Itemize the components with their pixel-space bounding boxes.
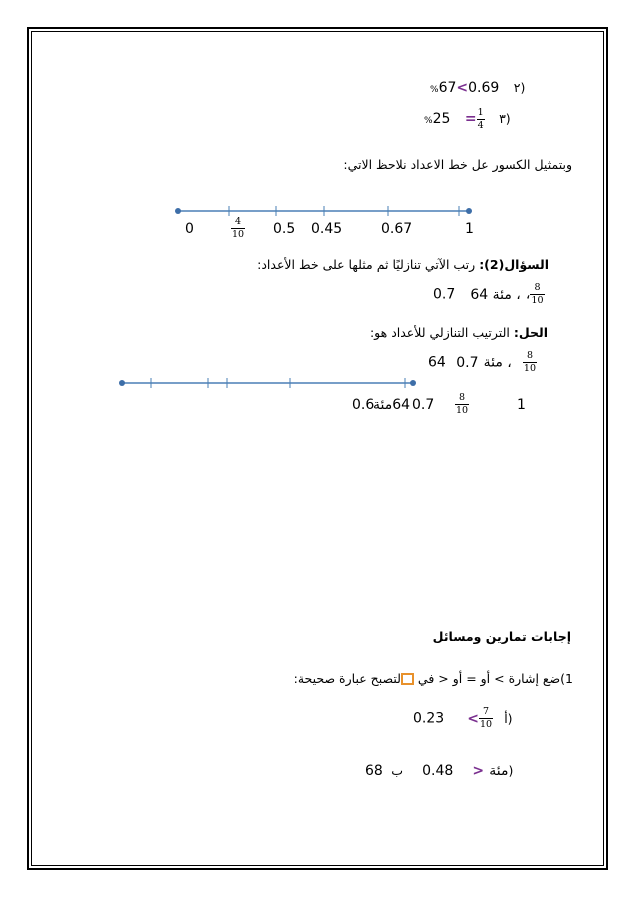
- item-64-hundredths: 64 مئة: [428, 354, 503, 371]
- percent-sign: %: [424, 116, 433, 126]
- question-2-items: 0.7 64 مئة ، ، $\frac{8}{10}$: [433, 282, 544, 306]
- fraction-8-10: $\frac{8}{10}$: [531, 282, 544, 306]
- start-point: [119, 380, 125, 386]
- nl1-label-067: 0.67: [381, 221, 413, 237]
- part-marker: أ): [504, 710, 513, 726]
- exercise-1-part-b: [365, 760, 513, 779]
- percent-value: 67: [438, 80, 457, 96]
- value-048: 0.48: [422, 763, 454, 779]
- exercise-1-part-a: [413, 707, 513, 729]
- part-marker: ب): [391, 763, 514, 778]
- intro-text: وبتمثيل الكسور عل خط الاعداد نلاحظ الاتي:: [343, 157, 572, 172]
- nl1-label-1: 1: [465, 221, 474, 237]
- item-marker: ٢): [513, 80, 526, 95]
- item-07: 0.7: [433, 286, 456, 303]
- value-68-hundredths: 68 مئة: [365, 763, 509, 779]
- answer-box-icon: [401, 673, 414, 685]
- nl2-label-64: 64مئة: [373, 397, 411, 413]
- less-than-sign: <: [467, 710, 479, 727]
- nl1-label-frac: $\frac{4}{10}$: [232, 216, 245, 240]
- item-64-hundredths: 64 مئة ،: [470, 286, 521, 303]
- fraction-8-10: $\frac{8}{10}$: [523, 350, 537, 374]
- question-2-title: السؤال(2):: [479, 257, 549, 272]
- fraction-7-10: $\frac{7}{10}$: [480, 706, 493, 730]
- nl1-label-05: 0.5: [273, 221, 296, 237]
- percent-value: 25: [432, 111, 451, 127]
- less-than-sign: <: [472, 763, 485, 779]
- exercise-1-instruction: [294, 671, 573, 686]
- nl2-label-07: 0.7: [412, 397, 435, 413]
- nl2-label-frac: $\frac{8}{10}$: [456, 392, 469, 416]
- less-than-sign: <: [456, 80, 469, 96]
- item-marker: ٣): [499, 111, 511, 126]
- equals-sign: =: [464, 111, 477, 127]
- instruction-part-2: لتصبح عبارة صحيحة:: [293, 671, 401, 686]
- value-023: 0.23: [413, 710, 445, 727]
- solution-title: الحل:: [513, 325, 548, 340]
- item-07: 0.7 ،: [456, 354, 512, 371]
- nl1-label-0: 0: [185, 221, 194, 237]
- nl2-label-1: 1: [517, 397, 526, 413]
- nl2-label-06: 0.6: [352, 397, 375, 413]
- decimal-value: 0.69: [468, 80, 500, 96]
- solution-text: الترتيب التنازلي للأعداد هو:: [369, 325, 510, 340]
- fraction-one-quarter: $\frac{1}{4}$: [477, 107, 484, 131]
- end-point: [410, 380, 416, 386]
- question-2-text: رتب الآتي تنازليًا ثم مثلها على خط الأعداد:: [257, 257, 476, 272]
- exercises-heading: إجابات تمارين ومسائل: [432, 629, 571, 644]
- instruction-part-1: 1)ضع إشارة > أو = أو < في: [417, 671, 573, 686]
- percent-sign: %: [430, 85, 439, 95]
- nl1-label-045: 0.45: [311, 221, 343, 237]
